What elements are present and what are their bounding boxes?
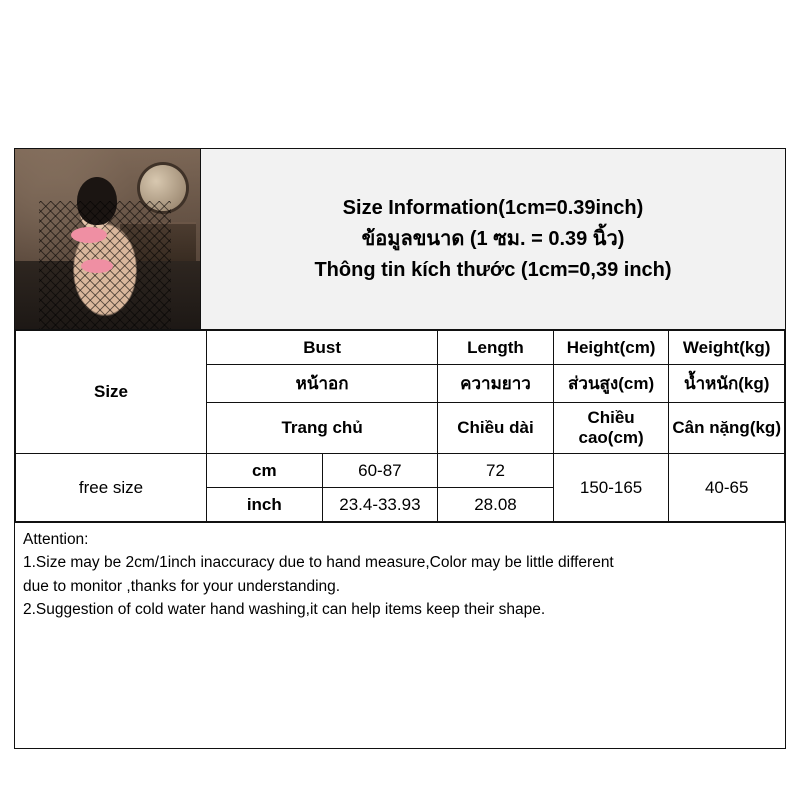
censor-sticker-lower [81, 259, 113, 273]
value-length-inch: 28.08 [438, 488, 554, 522]
title-thai: ข้อมูลขนาด (1 ซม. = 0.39 นิ้ว) [361, 227, 625, 250]
chart-title-block [201, 149, 785, 329]
value-height: 150-165 [553, 454, 669, 522]
value-length-cm: 72 [438, 454, 554, 488]
product-photo [15, 149, 201, 329]
unit-inch-label: inch [207, 488, 323, 522]
attention-line-2: due to monitor ,thanks for your understanding. [23, 577, 341, 595]
table-row [16, 331, 785, 365]
censor-sticker-upper [71, 227, 107, 243]
size-chart-sheet [14, 148, 786, 749]
value-bust-inch: 23.4-33.93 [322, 488, 438, 522]
column-header-height-th: ส่วนสูง(cm) [553, 365, 669, 403]
unit-cm-label: cm [207, 454, 323, 488]
size-table [15, 330, 785, 522]
value-bust-cm: 60-87 [322, 454, 438, 488]
title-english: Size Information(1cm=0.39inch) [342, 196, 644, 219]
row-label-free-size: free size [16, 454, 207, 522]
attention-heading: Attention: [23, 531, 89, 548]
chart-header [15, 149, 785, 330]
attention-line-3: 2.Suggestion of cold water hand washing,it can help items keep their shape. [23, 601, 546, 619]
column-header-length-en: Length [438, 331, 554, 365]
size-column-label: Size [16, 331, 207, 454]
column-header-length-vi: Chiều dài [438, 403, 554, 454]
column-header-bust-th: หน้าอก [207, 365, 438, 403]
column-header-weight-en: Weight(kg) [669, 331, 785, 365]
attention-line-1: 1.Size may be 2cm/1inch inaccuracy due to hand measure,Color may be little different [23, 554, 614, 572]
column-header-bust-en: Bust [207, 331, 438, 365]
title-vietnamese: Thông tin kích thước (1cm=0,39 inch) [314, 258, 672, 281]
attention-note [15, 522, 785, 748]
column-header-weight-vi: Cân nặng(kg) [669, 403, 785, 454]
column-header-bust-vi: Trang chủ [207, 403, 438, 454]
column-header-length-th: ความยาว [438, 365, 554, 403]
value-weight: 40-65 [669, 454, 785, 522]
column-header-weight-th: น้ำหนัก(kg) [669, 365, 785, 403]
product-photo-image [15, 149, 200, 329]
table-row [16, 454, 785, 488]
column-header-height-en: Height(cm) [553, 331, 669, 365]
column-header-height-vi: Chiều cao(cm) [553, 403, 669, 454]
